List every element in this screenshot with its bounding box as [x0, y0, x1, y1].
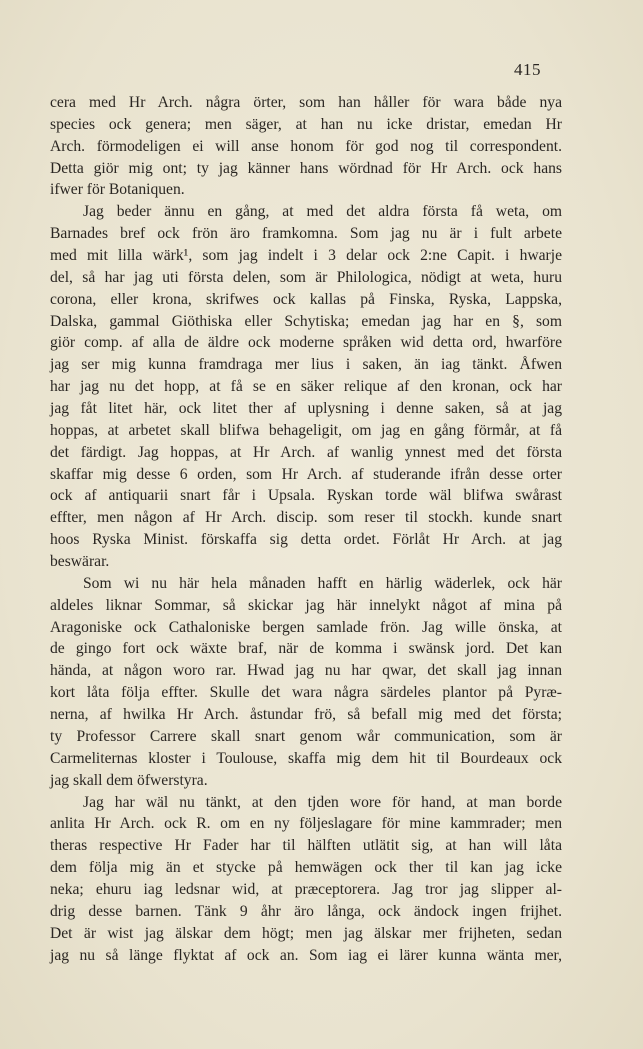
text-line: Jag beder ännu en gång, at med det aldra första få weta, om	[83, 203, 562, 221]
text-line: Detta giör mig ont; ty jag känner hans wördnad för Hr Arch. ock hans	[50, 159, 562, 177]
text-line: med mit lilla wärk¹, som jag indelt i 3 delar ock 2:ne Capit. i hwarje	[50, 247, 562, 265]
text-line: Dalska, gammal Giöthiska eller Schytiska; emedan jag har en §, som	[50, 312, 562, 330]
text-line: skaffar mig desse 6 orden, som Hr Arch. af studerande ifrån desse orter	[50, 465, 562, 483]
body-text	[50, 92, 562, 966]
text-line: det färdigt. Jag hoppas, at Hr Arch. af wanlig ynnest med det första	[50, 443, 562, 461]
text-line: anlita Hr Arch. ock R. om en ny följeslagare för mine kammrader; men	[50, 815, 562, 833]
text-line: har jag nu det hopp, at få se en säker relique af den kronan, ock har	[50, 378, 562, 396]
text-line: dem följa mig än et stycke på hemwägen ock ther til kan jag icke	[50, 859, 562, 877]
text-line: Aragoniske ock Cathaloniske bergen samlade frön. Jag wille önska, at	[50, 618, 562, 636]
text-line: corona, eller krona, skrifwes ock kallas på Finska, Ryska, Lappska,	[50, 290, 562, 308]
text-line: hända, at någon woro rar. Hwad jag nu har qwar, det skall jag innan	[50, 662, 562, 680]
text-line: kort låta följa effter. Skulle det wara några särdeles plantor på Pyræ-	[50, 684, 562, 702]
text-line: del, så har jag uti första delen, som är Philologica, nödigt at weta, huru	[50, 268, 562, 286]
text-line: theras respective Hr Fader har til hälften utlätit sig, at han will låta	[50, 837, 562, 855]
text-line: beswärar.	[50, 553, 110, 571]
text-line: Jag har wäl nu tänkt, at den tjden wore för hand, at man borde	[83, 793, 562, 811]
paragraph	[50, 201, 562, 573]
text-line: species ock genera; men säger, at han nu icke dristar, emedan Hr	[50, 115, 562, 133]
text-line: Carmeliternas kloster i Toulouse, skaffa mig dem hit til Bourdeaux ock	[50, 749, 562, 767]
text-line: jag skall dem öfwerstyra.	[50, 771, 208, 789]
text-line: ock af antiquarii snart får i Upsala. Ryskan torde wäl blifwa swårast	[50, 487, 562, 505]
text-line: giör comp. af alla de äldre ock moderne språken wid detta ord, hwarföre	[50, 334, 562, 352]
paragraph	[50, 792, 562, 967]
text-line: Som wi nu här hela månaden hafft en härlig wäderlek, ock här	[83, 574, 562, 592]
text-line: ifwer för Botaniquen.	[50, 181, 185, 199]
text-line: jag fåt litet här, ock litet ther af uplysning i denne saken, så at jag	[50, 400, 562, 418]
text-line: drig desse barnen. Tänk 9 åhr äro långa, ock ändock ingen frijhet.	[50, 902, 562, 920]
text-line: de gingo fort ock wäxte braf, när de komma i swänsk jord. Det kan	[50, 640, 562, 658]
text-line: Arch. förmodeligen ei will anse honom för god nog til correspondent.	[50, 137, 562, 155]
text-line: effter, men någon af Hr Arch. discip. som reser til stockh. kunde snart	[50, 509, 562, 527]
text-line: jag nu så länge flyktat af ock an. Som iag ei lärer kunna wänta mer,	[50, 946, 562, 964]
text-line: Det är wist jag älskar dem högt; men jag älskar mer frijheten, sedan	[50, 924, 562, 942]
text-line: cera med Hr Arch. några örter, som han håller för wara både nya	[50, 94, 562, 111]
text-line: Barnades bref ock frön äro framkomna. Som jag nu är i fult arbete	[50, 225, 562, 243]
text-line: ty Professor Carrere skall snart genom wår communication, som är	[50, 727, 562, 745]
page-number: 415	[514, 60, 541, 79]
paragraph	[50, 92, 562, 201]
text-line: jag ser mig kunna framdraga mer lius i saken, än iag tänkt. Åfwen	[50, 356, 562, 374]
text-line: aldeles liknar Sommar, så skickar jag här innelykt något af mina på	[50, 596, 562, 614]
text-line: neka; ehuru iag ledsnar wid, at præceptorera. Jag tror jag slipper al-	[50, 880, 562, 898]
text-line: nerna, af hwilka Hr Arch. åstundar frö, så befall mig med det första;	[50, 706, 562, 724]
text-line: hoos Ryska Minist. förskaffa sig detta ordet. Förlåt Hr Arch. at jag	[50, 531, 562, 549]
text-line: hoppas, at arbetet skall blifwa behageligit, om jag en gång förmår, at få	[50, 421, 562, 439]
paragraph	[50, 573, 562, 792]
